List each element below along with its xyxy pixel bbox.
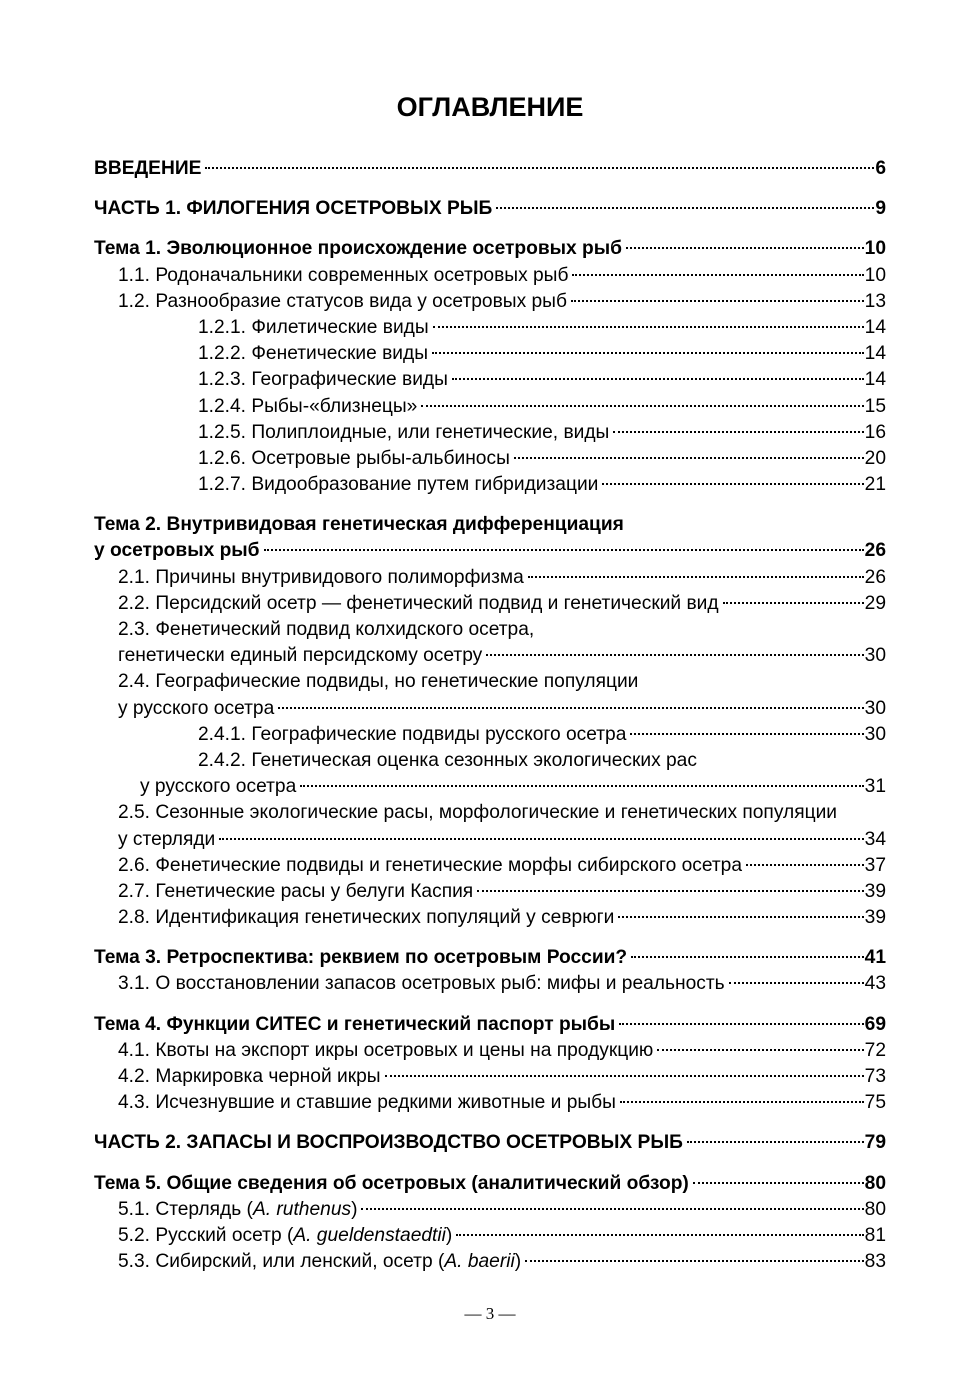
- toc-entry-title: 1.2.4. Рыбы-«близнецы»: [198, 395, 418, 417]
- toc-entry[interactable]: [94, 827, 886, 853]
- toc-page-number: 14: [864, 343, 886, 365]
- toc-page-number: 30: [864, 645, 886, 667]
- toc-entry-title: [118, 1197, 357, 1223]
- page-title: ОГЛАВЛЕНИЕ: [396, 92, 584, 122]
- toc-entry-title: 1.2.3. Географические виды: [198, 369, 448, 391]
- toc-page-number: 14: [864, 316, 886, 338]
- toc-entry-title: 1.1. Родоначальники современных осетровых рыб: [118, 264, 569, 286]
- toc-page-number: 10: [864, 264, 886, 286]
- toc-entry-title: ВВЕДЕНИЕ: [94, 158, 202, 179]
- toc-entry[interactable]: [94, 945, 886, 971]
- toc-entry[interactable]: [94, 643, 886, 669]
- toc-entry-title: Тема 2. Внутривидовая генетическая дифференциация: [94, 514, 624, 536]
- toc-entry-title: Тема 5. Общие сведения об осетровых (аналитический обзор): [94, 1172, 689, 1194]
- toc-entry[interactable]: [94, 394, 886, 420]
- toc-entry-title: 1.2.2. Фенетические виды: [198, 343, 429, 365]
- toc-page-number: 13: [864, 290, 886, 312]
- dot-leader: [619, 1023, 863, 1025]
- toc-entry-line1[interactable]: [94, 512, 886, 538]
- page-number-footer: — 3 —: [464, 1304, 516, 1323]
- toc-entry-line1[interactable]: [94, 669, 886, 695]
- toc-entry[interactable]: [94, 315, 886, 341]
- toc-entry-title: 1.2. Разнообразие статусов вида у осетровых рыб: [118, 290, 567, 312]
- toc-entry[interactable]: [94, 1249, 886, 1275]
- dot-leader: [687, 1141, 864, 1143]
- toc-page-number: 6: [875, 158, 886, 179]
- dot-leader: [432, 352, 864, 354]
- toc-entry-line1[interactable]: [94, 617, 886, 643]
- dot-leader: [613, 431, 863, 433]
- toc-entry-title: 2.5. Сезонные экологические расы, морфологические и генетических популяции: [118, 802, 838, 824]
- toc-entry-line1[interactable]: [94, 748, 886, 774]
- toc-entry-title-cont: у русского осетра: [118, 697, 275, 719]
- toc-page-number: 26: [864, 566, 886, 588]
- dot-leader: [477, 890, 863, 892]
- toc-page-number: 10: [864, 238, 886, 260]
- toc-entry[interactable]: [94, 591, 886, 617]
- dot-leader: [723, 602, 864, 604]
- dot-leader: [602, 483, 863, 485]
- toc-page-number: 30: [864, 723, 886, 745]
- toc-entry[interactable]: [94, 289, 886, 315]
- toc-entry-line1[interactable]: [94, 800, 886, 826]
- toc-entry[interactable]: [94, 1012, 886, 1038]
- toc-entry-title: Тема 3. Ретроспектива: реквием по осетровым России?: [94, 947, 628, 969]
- toc-entry[interactable]: [94, 446, 886, 472]
- toc-entry[interactable]: [94, 196, 886, 222]
- toc-page-number: 9: [875, 198, 886, 220]
- toc-entry[interactable]: [94, 1090, 886, 1116]
- toc-page-number: 72: [864, 1039, 886, 1061]
- dot-leader: [618, 916, 863, 918]
- toc-entry[interactable]: [94, 1064, 886, 1090]
- toc-entry[interactable]: [94, 420, 886, 446]
- toc-entry-title: 1.2.7. Видообразование путем гибридизации: [198, 474, 599, 496]
- toc-page-number: 79: [864, 1132, 886, 1154]
- dot-leader: [746, 864, 864, 866]
- toc-entry-text: 5.1. Стерлядь (: [118, 1198, 253, 1220]
- toc-page-number: 20: [864, 447, 886, 469]
- toc-entry-text: 5.2. Русский осетр (: [118, 1224, 294, 1246]
- toc-entry[interactable]: [94, 1197, 886, 1223]
- dot-leader: [571, 300, 864, 302]
- toc-entry[interactable]: [94, 696, 886, 722]
- dot-leader: [693, 1182, 864, 1184]
- toc-entry[interactable]: [94, 538, 886, 564]
- dot-leader: [528, 576, 864, 578]
- toc-entry-text-end: ): [445, 1224, 453, 1246]
- dot-leader: [219, 838, 863, 840]
- toc-entry-title: Тема 4. Функции СИТЕС и генетический паспорт рыбы: [94, 1013, 616, 1035]
- dot-leader: [657, 1049, 863, 1051]
- toc-entry-title: [118, 1249, 521, 1275]
- toc-page-number: 26: [864, 540, 886, 562]
- toc-entry-text-end: ): [514, 1251, 522, 1273]
- toc-entry[interactable]: [94, 367, 886, 393]
- toc-entry-title-cont: генетически единый персидскому осетру: [118, 645, 483, 667]
- toc-page-number: 80: [864, 1172, 886, 1194]
- dot-leader: [264, 549, 864, 551]
- toc-page-number: 34: [864, 828, 886, 850]
- toc-entry-title: 2.4.1. Географические подвиды русского осетра: [198, 723, 627, 745]
- latin-name: A. baerii: [444, 1251, 515, 1273]
- dot-leader: [514, 457, 864, 459]
- toc-entry[interactable]: [94, 905, 886, 931]
- toc-entry-title: 2.7. Генетические расы у белуги Каспия: [118, 880, 474, 902]
- toc-entry[interactable]: [94, 1130, 886, 1156]
- dot-leader: [729, 982, 864, 984]
- toc-entry[interactable]: [94, 1223, 886, 1249]
- toc-entry[interactable]: [94, 565, 886, 591]
- dot-leader: [626, 247, 864, 249]
- toc-entry-title: 3.1. О восстановлении запасов осетровых рыб: мифы и реальность: [118, 973, 725, 995]
- toc-entry[interactable]: [94, 1171, 886, 1197]
- toc-entry-title: 2.3. Фенетический подвид колхидского осетра,: [118, 619, 535, 640]
- toc-page-number: 69: [864, 1013, 886, 1035]
- toc-page-number: 21: [864, 474, 886, 496]
- toc-entry-text: 5.3. Сибирский, или ленский, осетр (: [118, 1251, 445, 1273]
- toc-page-number: 80: [864, 1198, 886, 1220]
- toc-page-number: 29: [864, 592, 886, 614]
- dot-leader: [630, 733, 863, 735]
- toc-page-number: 81: [864, 1224, 886, 1246]
- dot-leader: [421, 405, 863, 407]
- dot-leader: [452, 378, 864, 380]
- dot-leader: [300, 785, 863, 787]
- dot-leader: [572, 274, 863, 276]
- table-of-contents: [94, 156, 886, 1275]
- toc-entry-title: 1.2.1. Филетические виды: [198, 316, 429, 338]
- latin-name: A. gueldenstaedtii: [293, 1224, 446, 1246]
- toc-entry[interactable]: [94, 156, 886, 182]
- toc-page-number: 43: [864, 973, 886, 995]
- toc-entry-title-cont: у стерляди: [118, 828, 216, 850]
- toc-entry-title: 2.6. Фенетические подвиды и генетические морфы сибирского осетра: [118, 854, 742, 876]
- dot-leader: [631, 956, 864, 958]
- toc-entry[interactable]: [94, 263, 886, 289]
- toc-entry[interactable]: [94, 1038, 886, 1064]
- toc-entry-title: 4.2. Маркировка черной икры: [118, 1066, 381, 1087]
- toc-entry-title: ЧАСТЬ 1. ФИЛОГЕНИЯ ОСЕТРОВЫХ РЫБ: [94, 198, 493, 220]
- toc-entry[interactable]: [94, 879, 886, 905]
- dot-leader: [278, 707, 863, 709]
- toc-page-number: 73: [864, 1066, 886, 1087]
- toc-entry[interactable]: [94, 341, 886, 367]
- dot-leader: [496, 207, 874, 209]
- toc-entry-title: Тема 1. Эволюционное происхождение осетровых рыб: [94, 238, 622, 260]
- toc-entry-text-end: ): [351, 1198, 358, 1220]
- toc-page-number: 37: [864, 854, 886, 876]
- toc-page-number: 75: [864, 1092, 886, 1114]
- toc-entry-title: 1.2.6. Осетровые рыбы-альбиносы: [198, 447, 510, 469]
- dot-leader: [361, 1208, 863, 1210]
- toc-entry-title: 2.2. Персидский осетр — фенетический подвид и генетический вид: [118, 592, 719, 614]
- dot-leader: [456, 1234, 863, 1236]
- dot-leader: [433, 326, 864, 328]
- toc-entry-title: 2.1. Причины внутривидового полиморфизма: [118, 566, 524, 588]
- latin-name: A. ruthenus: [252, 1198, 352, 1220]
- toc-entry[interactable]: [94, 853, 886, 879]
- toc-page-number: 41: [864, 947, 886, 969]
- dot-leader: [525, 1260, 864, 1262]
- toc-page-number: 39: [864, 880, 886, 902]
- dot-leader: [620, 1101, 864, 1103]
- toc-entry-title: 4.1. Квоты на экспорт икры осетровых и цены на продукцию: [118, 1039, 654, 1061]
- toc-page-number: 14: [864, 369, 886, 391]
- toc-page-number: 83: [864, 1251, 886, 1273]
- toc-entry-title: 1.2.5. Полиплоидные, или генетические, виды: [198, 421, 610, 443]
- toc-entry-title-cont: у осетровых рыб: [94, 540, 260, 562]
- toc-entry[interactable]: [94, 774, 886, 800]
- toc-entry-title: 4.3. Исчезнувшие и ставшие редкими животные и рыбы: [118, 1092, 616, 1114]
- dot-leader: [205, 167, 874, 169]
- toc-entry-title: 2.8. Идентификация генетических популяций у севрюги: [118, 907, 615, 929]
- toc-entry-title: ЧАСТЬ 2. ЗАПАСЫ И ВОСПРОИЗВОДСТВО ОСЕТРОВЫХ РЫБ: [94, 1132, 683, 1154]
- toc-page-number: 30: [864, 697, 886, 719]
- toc-page-number: 39: [864, 907, 886, 929]
- dot-leader: [486, 654, 863, 656]
- toc-entry-title-cont: у русского осетра: [140, 776, 297, 798]
- toc-page-number: 31: [864, 776, 886, 798]
- toc-page-number: 15: [864, 395, 886, 417]
- dot-leader: [385, 1075, 864, 1077]
- toc-page-number: 16: [864, 421, 886, 443]
- toc-entry[interactable]: [94, 971, 886, 997]
- toc-entry[interactable]: [94, 472, 886, 498]
- toc-entry-title: 2.4. Географические подвиды, но генетические популяции: [118, 671, 639, 693]
- toc-entry-title: 2.4.2. Генетическая оценка сезонных экологических рас: [198, 749, 697, 771]
- toc-entry-title: [118, 1223, 452, 1249]
- toc-entry[interactable]: [94, 236, 886, 262]
- toc-entry[interactable]: [94, 722, 886, 748]
